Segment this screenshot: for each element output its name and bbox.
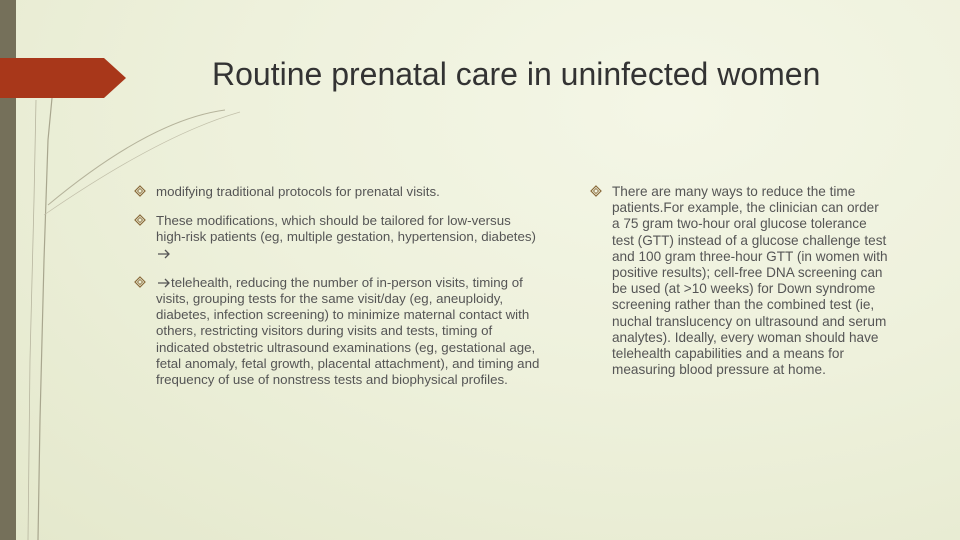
list-item	[588, 184, 888, 378]
diamond-bullet-icon	[590, 184, 602, 200]
bullet-text: telehealth, reducing the number of in-person visits, timing of visits, grouping tests for the same visit/day (eg, aneuploidy, diabetes, infection screening) to minimize maternal contact with others, restricting visitors during visits and tests, timing of indicated obstetric ultrasound examinations (eg, gestational age, fetal anomaly, fetal growth, placental attachment), and timing and frequency of use of nonstress tests and biophysical profiles.	[156, 274, 540, 388]
diamond-bullet-icon	[134, 213, 146, 229]
list-item	[132, 213, 540, 262]
right-bullet-list	[588, 184, 888, 391]
diamond-bullet-icon	[134, 184, 146, 200]
title-accent-tab	[0, 58, 126, 98]
slide-title: Routine prenatal care in uninfected women	[212, 56, 821, 92]
bullet-text: modifying traditional protocols for prenatal visits.	[156, 184, 440, 199]
right-arrow-icon	[157, 249, 171, 259]
diamond-bullet-icon	[134, 275, 146, 291]
right-arrow-icon	[157, 278, 171, 288]
bullet-text: There are many ways to reduce the time patients.For example, the clinician can order a 75 gram two-hour oral glucose tolerance test (GTT) instead of a glucose challenge test and 100 gram three-hour GTT (in women with positive results); cell-free DNA screening can be used (at >10 weeks) for Down syndrome screening rather than the combined test (ie, nuchal translucency on ultrasound and serum analytes). Ideally, every woman should have telehealth capabilities and a means for measuring blood pressure at home.	[612, 184, 888, 378]
list-item	[132, 275, 540, 388]
left-bullet-list	[132, 184, 540, 401]
bullet-text: These modifications, which should be tailored for low-versus high-risk patients (eg, multiple gestation, hypertension, diabetes)	[156, 213, 536, 245]
list-item	[132, 184, 540, 200]
